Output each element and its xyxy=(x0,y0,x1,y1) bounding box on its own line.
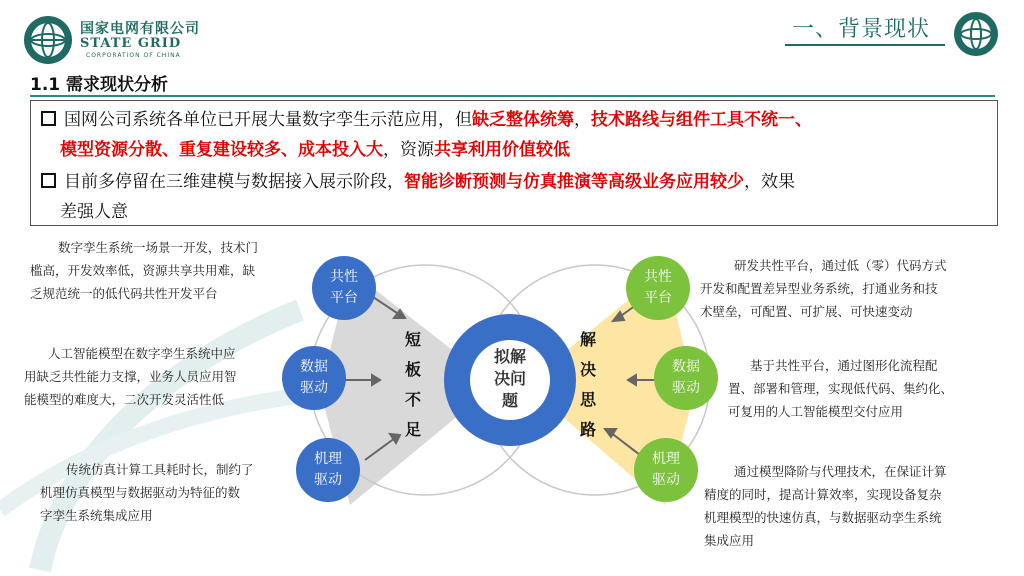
bullet-text: ，资源 xyxy=(383,140,434,160)
right-circle-common-platform: 共性 平台 xyxy=(626,256,690,320)
left-circle-data-driven: 数据 驱动 xyxy=(282,346,346,410)
bullet-line-2 xyxy=(41,167,981,197)
title-underline xyxy=(785,44,945,46)
company-name-sub: CORPORATION OF CHINA xyxy=(86,52,181,59)
bullet-text: ， xyxy=(574,110,591,130)
bullet-text: 目前多停留在三维建模与数据接入展示阶段， xyxy=(64,172,404,192)
left-circle-common-platform: 共性 平台 xyxy=(312,256,376,320)
highlight-text: 共享利用价值较低 xyxy=(434,140,570,160)
vertical-label-solution: 解 决 思 路 xyxy=(579,330,596,439)
bullet-line-1 xyxy=(41,105,981,135)
right-circle-data-driven: 数据 驱动 xyxy=(654,346,718,410)
center-label: 拟解 决问 题 xyxy=(493,347,526,410)
checkbox-icon xyxy=(41,173,56,188)
page-title: 一、背景现状 xyxy=(792,17,931,42)
highlight-text: 模型资源分散、重复建设较多、成本投入大 xyxy=(60,140,383,160)
summary-box xyxy=(30,100,998,226)
bullet-line-1b xyxy=(60,135,1000,165)
right-circle-mechanism-driven: 机理 驱动 xyxy=(634,438,698,502)
state-grid-logo-small xyxy=(952,10,1000,58)
right-text-3: 通过模型降阶与代理技术，在保证计算 精度的同时，提高计算效率，实现设备复杂 机理模型的快速仿真，与数据驱动孪生系统 集成应用 xyxy=(704,464,947,548)
highlight-text: 技术路线与组件工具不统一、 xyxy=(591,110,812,130)
bullet-text: ，效果 xyxy=(744,172,795,192)
vertical-label-shortfall: 短 板 不 足 xyxy=(404,330,421,439)
highlight-text: 智能诊断预测与仿真推演等高级业务应用较少 xyxy=(404,172,744,192)
company-name-cn: 国家电网有限公司 xyxy=(80,21,200,37)
right-text-2: 基于共性平台，通过图形化流程配 置、部署和管理，实现低代码、集约化、 可复用的人工智能模型交付应用 xyxy=(728,358,954,419)
left-text-3: 传统仿真计算工具耗时长，制约了 机理仿真模型与数据驱动为特征的数 字孪生系统集成应用 xyxy=(40,462,254,523)
highlight-text: 缺乏整体统筹 xyxy=(472,110,574,130)
left-text-1: 数字孪生系统一场景一开发，技术门 槛高，开发效率低，资源共享共用难，缺 乏规范统一的低代码共性开发平台 xyxy=(30,240,259,301)
bullet-line-2b xyxy=(60,197,1000,227)
checkbox-icon xyxy=(41,111,56,126)
right-text-1: 研发共性平台，通过低（零）代码方式 开发和配置差异型业务系统，打通业务和技 术壁垒，可配置、可扩展、可快速变动 xyxy=(700,258,947,319)
bullet-text: 差强人意 xyxy=(60,202,128,222)
left-circle-mechanism-driven: 机理 驱动 xyxy=(296,438,360,502)
bullet-text: 国网公司系统各单位已开展大量数字孪生示范应用，但 xyxy=(64,110,472,130)
left-text-2: 人工智能模型在数字孪生系统中应 用缺乏共性能力支撑，业务人员应用智 能模型的难度大，二次开发灵活性低 xyxy=(24,346,237,407)
state-grid-logo xyxy=(22,14,74,66)
company-name-en: STATE GRID xyxy=(80,36,182,51)
section-title: 1.1 需求现状分析 xyxy=(30,75,169,95)
section-divider xyxy=(30,95,995,97)
